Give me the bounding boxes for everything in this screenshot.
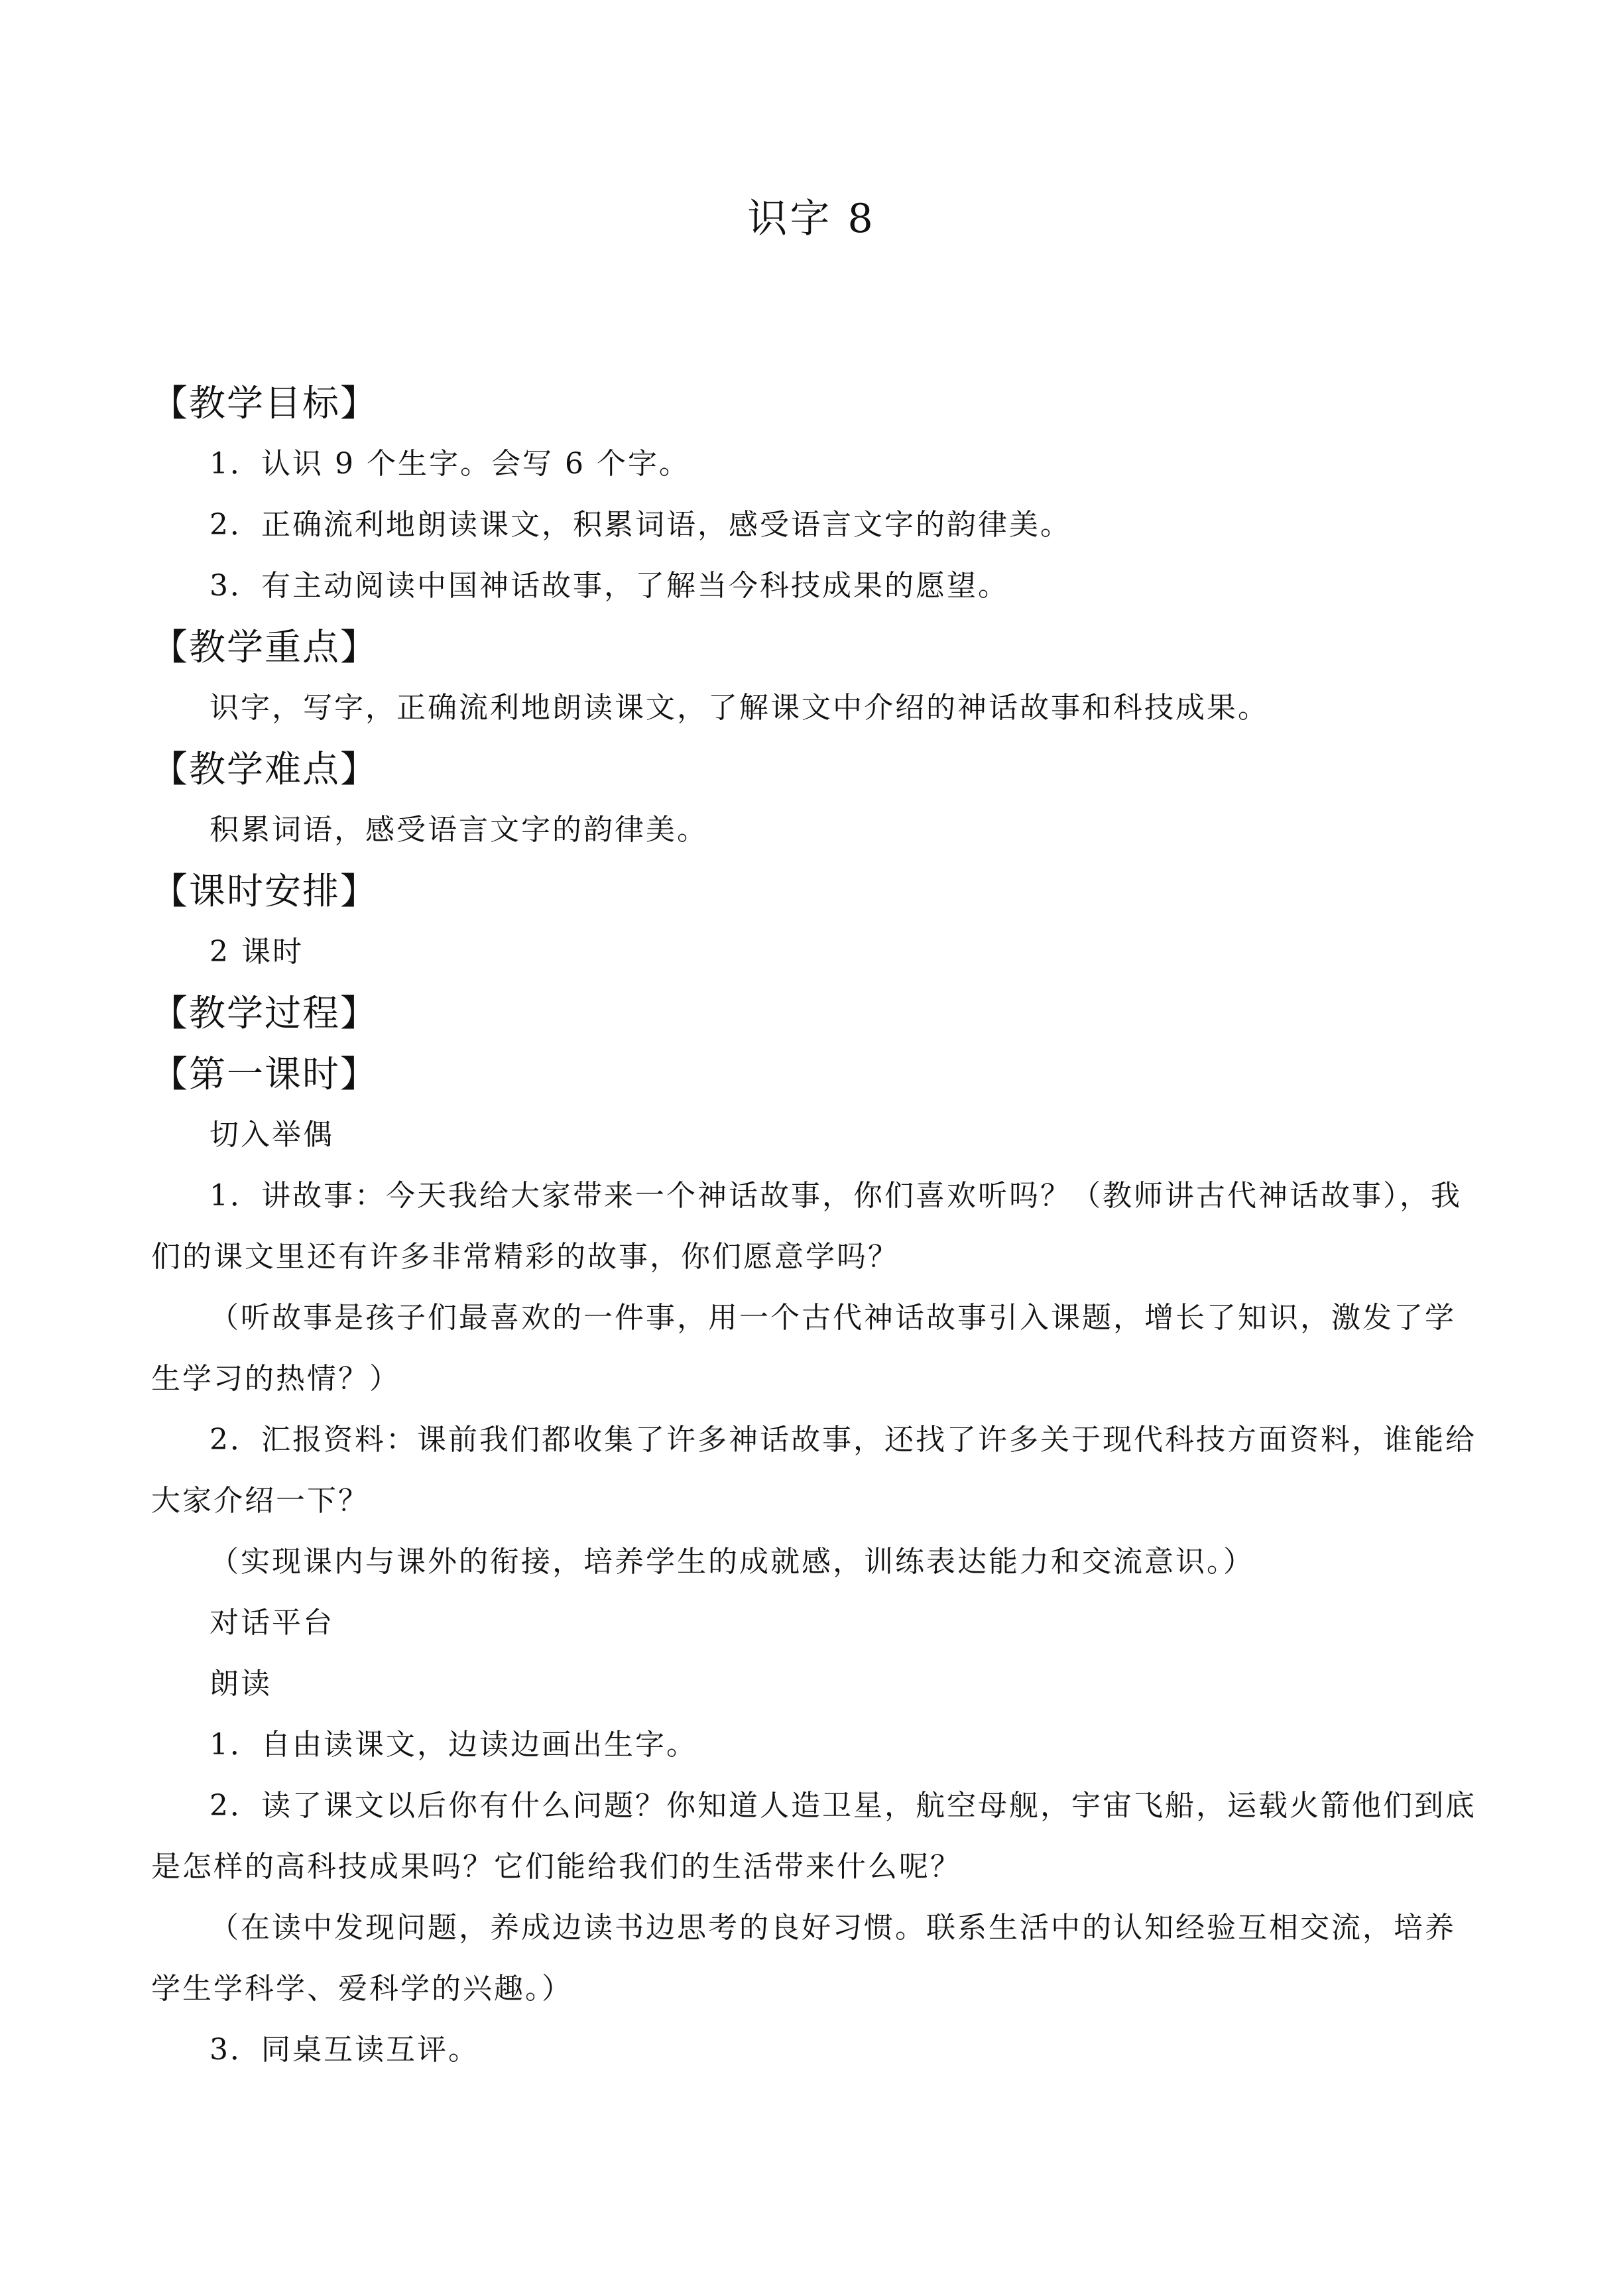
- intro-step-2: 2．汇报资料：课前我们都收集了许多神话故事，还找了许多关于现代科技方面资料，谁能给大家介绍一下？: [151, 1423, 1476, 1518]
- section-heading-difficulties: 【教学难点】: [151, 748, 379, 790]
- section-heading-teaching-goals: 【教学目标】: [151, 382, 379, 424]
- intro-step-1-note: （听故事是孩子们最喜欢的一件事，用一个古代神话故事引入课题，增长了知识，激发了学生学习的热情？）: [151, 1301, 1456, 1396]
- subsection-reading: 朗读: [210, 1667, 272, 1701]
- reading-step-1: 1．自由读课文，边读边画出生字。: [210, 1728, 697, 1762]
- intro-step-2-note: （实现课内与课外的衔接，培养学生的成就感，训练表达能力和交流意识。）: [210, 1545, 1254, 1579]
- reading-step-2: 2．读了课文以后你有什么问题？你知道人造卫星，航空母舰，宇宙飞船，运载火箭他们到底是怎样的高科技成果吗？它们能给我们的生活带来什么呢？: [151, 1789, 1476, 1884]
- intro-step-1: 1．讲故事：今天我给大家带来一个神话故事，你们喜欢听吗？（教师讲古代神话故事），我们的课文里还有许多非常精彩的故事，你们愿意学吗？: [151, 1179, 1462, 1274]
- key-points-text: 识字，写字，正确流利地朗读课文，了解课文中介绍的神话故事和科技成果。: [210, 691, 1269, 725]
- section-heading-first-lesson: 【第一课时】: [151, 1053, 379, 1095]
- goal-item-1: 1．认识 9 个生字。会写 6 个字。: [210, 447, 690, 481]
- section-heading-schedule: 【课时安排】: [151, 870, 379, 912]
- goal-item-3: 3．有主动阅读中国神话故事，了解当今科技成果的愿望。: [210, 569, 1009, 603]
- difficulties-text: 积累词语，感受语言文字的韵律美。: [210, 813, 708, 847]
- document-title: 识字 8: [747, 196, 876, 242]
- reading-step-2-note: （在读中发现问题，养成边读书边思考的良好习惯。联系生活中的认知经验互相交流，培养学生学科学、爱科学的兴趣。）: [151, 1911, 1456, 2006]
- goal-item-2: 2．正确流利地朗读课文，积累词语，感受语言文字的韵律美。: [210, 508, 1071, 542]
- subsection-dialogue: 对话平台: [210, 1606, 334, 1640]
- schedule-text: 2 课时: [210, 935, 304, 969]
- section-heading-key-points: 【教学重点】: [151, 626, 379, 668]
- subsection-intro: 切入举偶: [210, 1118, 334, 1152]
- section-heading-process: 【教学过程】: [151, 992, 379, 1034]
- reading-step-3: 3．同桌互读互评。: [210, 2033, 479, 2067]
- document-body: [151, 373, 1477, 2081]
